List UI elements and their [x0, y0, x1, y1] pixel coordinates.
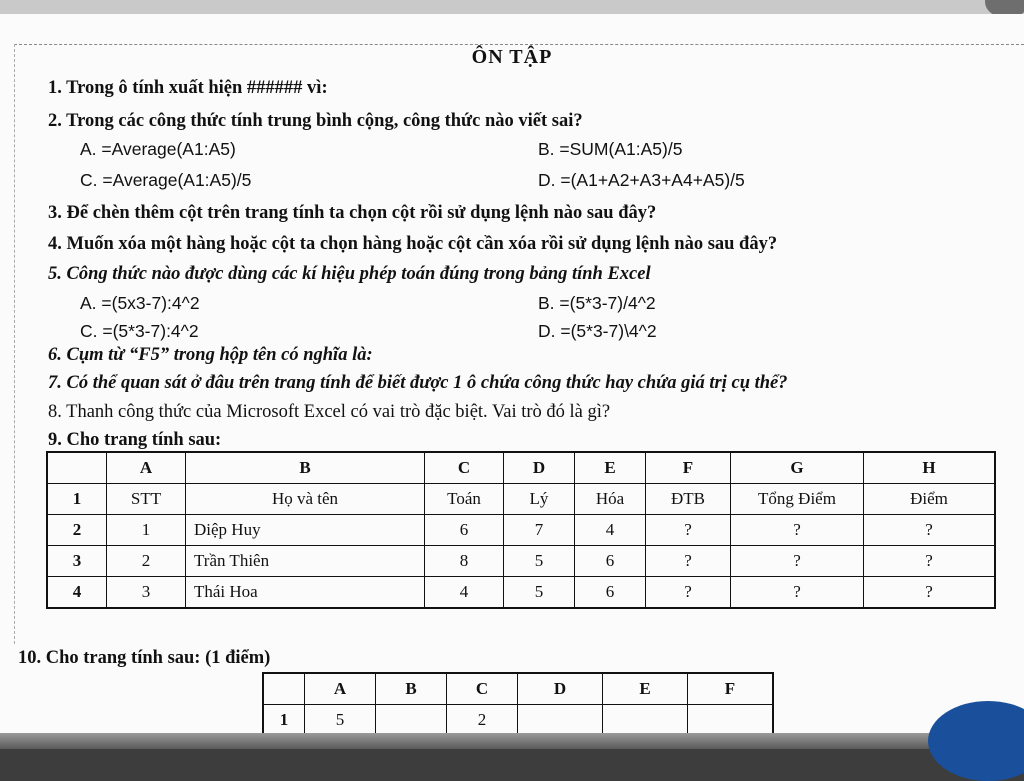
document-page [0, 14, 1024, 749]
cell: ? [731, 546, 864, 577]
q2-option-d: D. =(A1+A2+A3+A4+A5)/5 [538, 170, 745, 190]
cell [688, 705, 774, 737]
table-row [263, 705, 773, 737]
q2-option-c: C. =Average(A1:A5)/5 [80, 170, 252, 190]
cell: ? [646, 577, 731, 609]
cell: 8 [425, 546, 504, 577]
cell: ? [731, 577, 864, 609]
cell: 2 [447, 705, 518, 737]
col-header: H [864, 452, 996, 484]
cell: Hóa [575, 484, 646, 515]
row-header: 1 [47, 484, 107, 515]
col-header: C [447, 673, 518, 705]
col-header: G [731, 452, 864, 484]
cell: ? [864, 546, 996, 577]
col-header: D [504, 452, 575, 484]
cell: ? [731, 515, 864, 546]
cell: 4 [575, 515, 646, 546]
col-header: A [107, 452, 186, 484]
cell: 6 [425, 515, 504, 546]
cell: Họ và tên [186, 484, 425, 515]
question-1: 1. Trong ô tính xuất hiện ###### vì: [48, 78, 328, 98]
col-header: D [518, 673, 603, 705]
cell: 1 [107, 515, 186, 546]
cell: ? [864, 515, 996, 546]
cell: 3 [107, 577, 186, 609]
table-row [47, 515, 995, 546]
question-3: 3. Để chèn thêm cột trên trang tính ta chọn cột rồi sử dụng lệnh nào sau đây? [48, 203, 657, 223]
q5-option-c: C. =(5*3-7):4^2 [80, 321, 199, 341]
cell: Điểm [864, 484, 996, 515]
row-header: 4 [47, 577, 107, 609]
cell: Toán [425, 484, 504, 515]
cell: 5 [504, 577, 575, 609]
browser-top-bar [0, 0, 1024, 14]
col-header: F [688, 673, 774, 705]
col-header: C [425, 452, 504, 484]
col-header: E [575, 452, 646, 484]
cell: ? [646, 546, 731, 577]
spreadsheet-table-10 [262, 672, 774, 737]
page-title: ÔN TẬP [471, 46, 553, 68]
cell: ? [864, 577, 996, 609]
col-header: B [376, 673, 447, 705]
row-header: 2 [47, 515, 107, 546]
cell: 6 [575, 577, 646, 609]
q2-option-a: A. =Average(A1:A5) [80, 139, 236, 159]
question-9: 9. Cho trang tính sau: [48, 430, 222, 450]
question-4: 4. Muốn xóa một hàng hoặc cột ta chọn hàng hoặc cột cần xóa rồi sử dụng lệnh nào sau đây? [48, 234, 778, 254]
col-header: B [186, 452, 425, 484]
cell: 5 [305, 705, 376, 737]
question-6: 6. Cụm từ “F5” trong hộp tên có nghĩa là: [48, 345, 373, 365]
cell: 4 [425, 577, 504, 609]
question-8: 8. Thanh công thức của Microsoft Excel có vai trò đặc biệt. Vai trò đó là gì? [48, 402, 611, 422]
cell: Diệp Huy [186, 515, 425, 546]
q5-option-b: B. =(5*3-7)/4^2 [538, 293, 656, 313]
question-5: 5. Công thức nào được dùng các kí hiệu phép toán đúng trong bảng tính Excel [48, 264, 651, 284]
row-header: 1 [263, 705, 305, 737]
cell [518, 705, 603, 737]
question-7: 7. Có thể quan sát ở đâu trên trang tính để biết được 1 ô chứa công thức hay chứa giá trị cụ thể? [48, 373, 788, 393]
page-border-left [14, 44, 15, 644]
cell: Thái Hoa [186, 577, 425, 609]
cell: Tổng Điểm [731, 484, 864, 515]
cell [603, 705, 688, 737]
cell: Trần Thiên [186, 546, 425, 577]
table-row [47, 577, 995, 609]
q5-option-d: D. =(5*3-7)\4^2 [538, 321, 657, 341]
page-border-top [14, 44, 1024, 45]
cell: 6 [575, 546, 646, 577]
cell: 2 [107, 546, 186, 577]
cell: 5 [504, 546, 575, 577]
q5-option-a: A. =(5x3-7):4^2 [80, 293, 200, 313]
bottom-shadow-bar [0, 733, 1024, 749]
table-row [47, 484, 995, 515]
question-2: 2. Trong các công thức tính trung bình cộng, công thức nào viết sai? [48, 111, 583, 131]
cell: ? [646, 515, 731, 546]
spreadsheet-table-9 [46, 451, 996, 609]
col-header: E [603, 673, 688, 705]
cell: STT [107, 484, 186, 515]
col-header: A [305, 673, 376, 705]
q2-option-b: B. =SUM(A1:A5)/5 [538, 139, 683, 159]
col-header: F [646, 452, 731, 484]
question-10: 10. Cho trang tính sau: (1 điểm) [18, 648, 271, 668]
cell: 7 [504, 515, 575, 546]
row-header: 3 [47, 546, 107, 577]
cell: ĐTB [646, 484, 731, 515]
table-row [47, 546, 995, 577]
cell: Lý [504, 484, 575, 515]
cell [376, 705, 447, 737]
